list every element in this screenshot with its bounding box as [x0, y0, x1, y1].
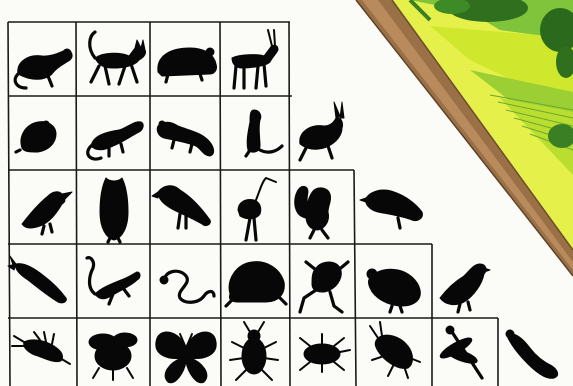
- louse-icon: [300, 334, 350, 372]
- partridge-icon: [440, 264, 490, 312]
- hare-icon: [300, 102, 344, 160]
- snake-icon: [160, 271, 214, 302]
- hamster-icon: [158, 48, 217, 82]
- caterpillar-icon: [506, 330, 558, 378]
- frog-icon: [300, 262, 348, 312]
- fish-icon: [8, 256, 66, 303]
- heron-icon: [238, 178, 276, 240]
- owl-icon: [100, 178, 128, 242]
- crayfish-icon: [12, 332, 70, 364]
- squirrel-icon: [295, 186, 331, 238]
- antelope-icon: [232, 30, 278, 88]
- fox-icon: [90, 32, 146, 84]
- beetle-icon: [230, 322, 278, 380]
- otter-icon: [15, 49, 72, 88]
- crow-icon: [22, 192, 72, 234]
- dove-icon: [360, 190, 422, 228]
- lizard-icon: [87, 258, 140, 304]
- polecat-icon: [157, 121, 213, 156]
- stoat-icon: [246, 110, 282, 156]
- butterfly-icon: [156, 332, 216, 383]
- cockroach-icon: [370, 322, 420, 378]
- vole-icon: [16, 121, 56, 152]
- grouse-icon: [367, 269, 420, 312]
- bumblebee-icon: [89, 333, 137, 380]
- weasel-icon: [88, 122, 143, 159]
- dragonfly-icon: [438, 326, 482, 378]
- toad-icon: [226, 262, 286, 306]
- eagle-icon: [152, 186, 210, 228]
